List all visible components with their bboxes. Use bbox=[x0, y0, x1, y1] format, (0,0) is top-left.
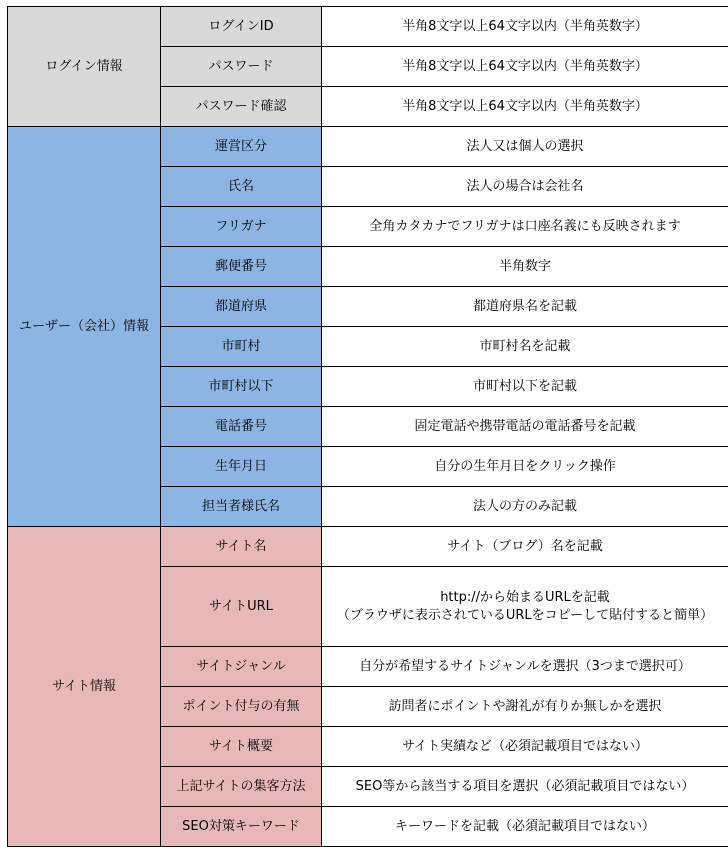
field-description bbox=[322, 447, 728, 487]
field-label: ポイント付与の有無 bbox=[161, 687, 322, 727]
field-description bbox=[322, 407, 728, 447]
field-label: SEO対策キーワード bbox=[161, 807, 322, 847]
table-row bbox=[8, 527, 728, 567]
description-line: 市町村以下を記載 bbox=[472, 378, 577, 394]
field-label: 市町村 bbox=[161, 327, 322, 367]
description-line: http://から始まるURLを記載 bbox=[440, 589, 610, 605]
field-description bbox=[322, 367, 728, 407]
group-label-user: ユーザー（会社）情報 bbox=[8, 127, 161, 527]
description-line: 自分の生年月日をクリック操作 bbox=[434, 458, 616, 474]
group-label-site: サイト情報 bbox=[8, 527, 161, 847]
field-label: 市町村以下 bbox=[161, 367, 322, 407]
description-line: 法人の場合は会社名 bbox=[466, 178, 584, 194]
field-description bbox=[322, 47, 728, 87]
field-description bbox=[322, 687, 728, 727]
field-description bbox=[322, 167, 728, 207]
group-label-login: ログイン情報 bbox=[8, 7, 161, 127]
field-description bbox=[322, 87, 728, 127]
field-description bbox=[322, 527, 728, 567]
field-label: 運営区分 bbox=[161, 127, 322, 167]
field-label: 生年月日 bbox=[161, 447, 322, 487]
field-label: サイト概要 bbox=[161, 727, 322, 767]
field-description bbox=[322, 247, 728, 287]
field-description bbox=[322, 567, 728, 647]
description-line: サイト実績など（必須記載項目ではない） bbox=[401, 738, 649, 754]
description-line: （ブラウザに表示されているURLをコピーして貼付すると簡単） bbox=[336, 607, 714, 623]
field-description bbox=[322, 287, 728, 327]
field-description bbox=[322, 767, 728, 807]
field-label: 電話番号 bbox=[161, 407, 322, 447]
description-line: 半角数字 bbox=[498, 258, 551, 274]
field-description bbox=[322, 127, 728, 167]
description-line: 市町村名を記載 bbox=[479, 338, 571, 354]
field-label: パスワード bbox=[161, 47, 322, 87]
table-row bbox=[8, 7, 728, 47]
field-label: サイト名 bbox=[161, 527, 322, 567]
description-line: 全角カタカナでフリガナは口座名義にも反映されます bbox=[369, 218, 681, 234]
description-line: サイト（ブログ）名を記載 bbox=[447, 538, 603, 554]
field-label: 上記サイトの集客方法 bbox=[161, 767, 322, 807]
field-label: 担当者様氏名 bbox=[161, 487, 322, 527]
description-line: 都道府県名を記載 bbox=[472, 298, 577, 314]
description-line: 半角8文字以上64文字以内（半角英数字） bbox=[402, 58, 648, 74]
field-label: 氏名 bbox=[161, 167, 322, 207]
description-line: 自分が希望するサイトジャンルを選択（3つまで選択可） bbox=[359, 658, 691, 674]
description-line: 半角8文字以上64文字以内（半角英数字） bbox=[402, 18, 648, 34]
field-label: フリガナ bbox=[161, 207, 322, 247]
description-line: 法人又は個人の選択 bbox=[466, 138, 584, 154]
field-description bbox=[322, 487, 728, 527]
field-description bbox=[322, 647, 728, 687]
field-description bbox=[322, 327, 728, 367]
field-label: サイトジャンル bbox=[161, 647, 322, 687]
description-line: 固定電話や携帯電話の電話番号を記載 bbox=[414, 418, 636, 434]
description-line: 法人の方のみ記載 bbox=[472, 498, 577, 514]
description-line: 半角8文字以上64文字以内（半角英数字） bbox=[402, 98, 648, 114]
field-label: 郵便番号 bbox=[161, 247, 322, 287]
registration-info-table bbox=[7, 6, 728, 847]
field-label: 都道府県 bbox=[161, 287, 322, 327]
field-description bbox=[322, 807, 728, 847]
table-row bbox=[8, 127, 728, 167]
field-description bbox=[322, 207, 728, 247]
field-description bbox=[322, 727, 728, 767]
field-description bbox=[322, 7, 728, 47]
field-label: パスワード確認 bbox=[161, 87, 322, 127]
field-label: ログインID bbox=[161, 7, 322, 47]
description-line: キーワードを記載（必須記載項目ではない） bbox=[394, 818, 655, 834]
description-line: SEO等から該当する項目を選択（必須記載項目ではない） bbox=[355, 778, 695, 794]
table-body bbox=[8, 7, 728, 847]
description-line: 訪問者にポイントや謝礼が有りか無しかを選択 bbox=[388, 698, 662, 714]
field-label: サイトURL bbox=[161, 567, 322, 647]
